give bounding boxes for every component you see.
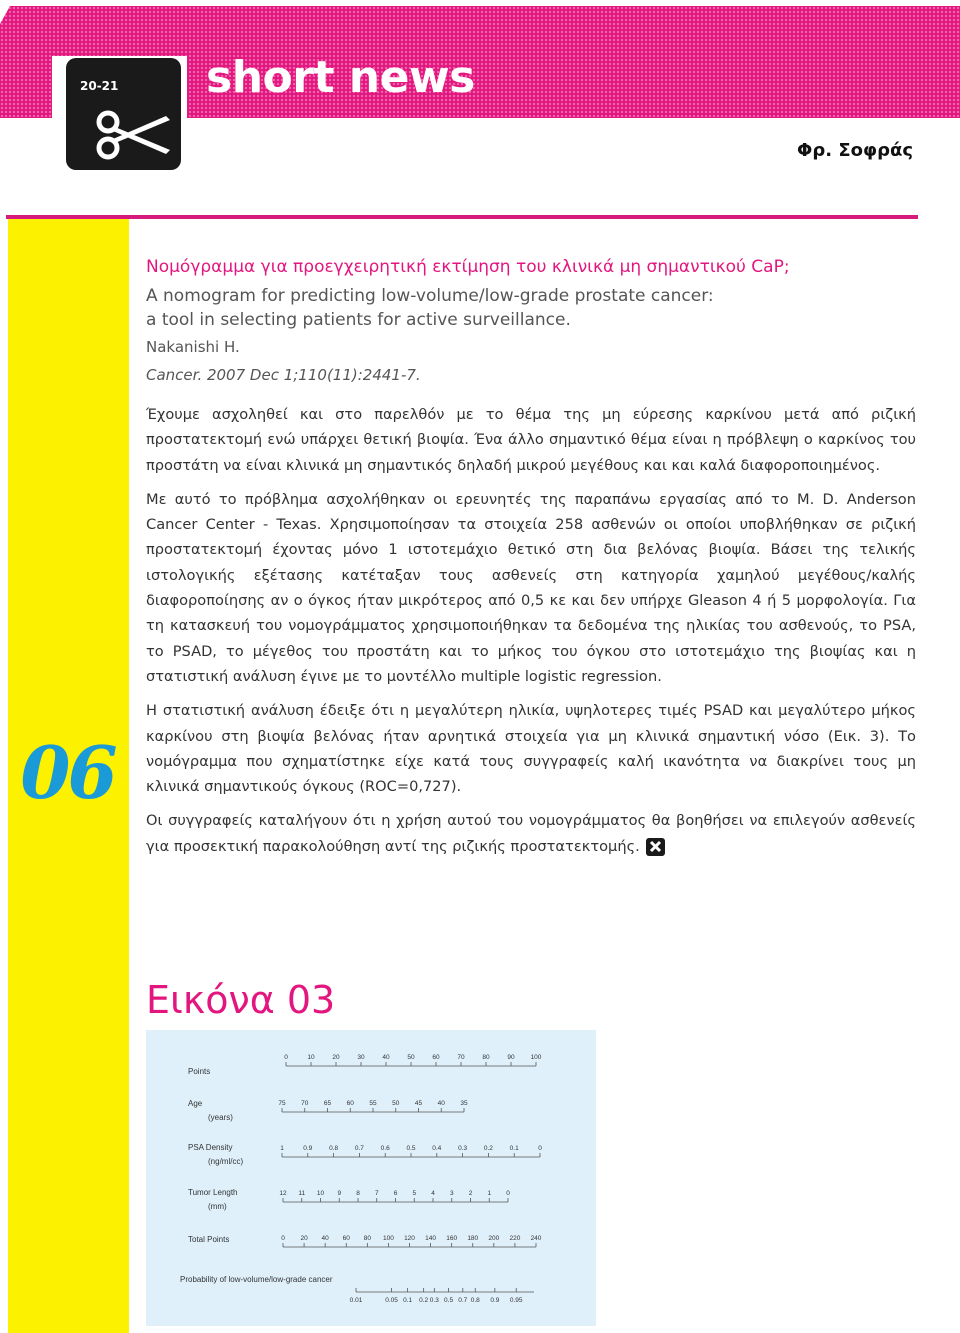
scale-tick-label: 0.01: [349, 1297, 363, 1304]
article-content: [146, 252, 916, 868]
figure-label: Εικόνα 03: [146, 978, 336, 1022]
scale-tick-label: 60: [346, 1100, 354, 1107]
citation-reference: Cancer. 2007 Dec 1;110(11):2441-7.: [146, 366, 421, 384]
scale-tick-label: 0.05: [385, 1297, 398, 1304]
scale-tick-label: 100: [530, 1054, 542, 1061]
scale-tick-label: 70: [457, 1054, 465, 1061]
scale-tick-label: 0.7: [354, 1145, 364, 1152]
english-title-line-1: A nomogram for predicting low-volume/low-grade prostate cancer:: [146, 286, 714, 306]
scale-tick-label: 50: [392, 1100, 400, 1107]
scale-tick-label: 0.9: [303, 1145, 313, 1152]
scale-label-tumor-length: Tumor Length: [188, 1188, 238, 1197]
section-title: short news: [206, 52, 475, 103]
scale-tick-label: 160: [446, 1235, 458, 1242]
scale-tick-label: 12: [279, 1190, 287, 1197]
scale-tick-label: 0.5: [406, 1145, 416, 1152]
scale-tick-label: 0.3: [429, 1297, 439, 1304]
scale-tick-label: 140: [425, 1235, 437, 1242]
scale-tick-label: 3: [449, 1190, 454, 1197]
scale-tick-label: 0.5: [444, 1297, 454, 1304]
scale-tick-label: 9: [337, 1190, 342, 1197]
paragraph-3: Η στατιστική ανάλυση έδειξε ότι η μεγαλύτερη ηλικία, υψηλοτερες τιμές PSAD και μεγαλύτερο μήκος καρκίνου στη βιοψία βελόνας ήταν αρνητικά στοιχεία για μη κλινικά σημαντική νόσο (Εικ. 3). Το νομόγραμμα που σχηματίστηκε είχε κατά τους συγγραφείς καλή ικανότητα να διακρίνει τους μη κλινικά σημαντικούς όγκους (ROC=0,727).: [146, 702, 916, 796]
scale-unit-age: (years): [208, 1113, 233, 1122]
scale-tick-label: 5: [412, 1190, 417, 1197]
scale-tick-label: 65: [323, 1100, 332, 1107]
scale-tick-label: 0.8: [329, 1145, 339, 1152]
page-numbers: 20-21: [80, 79, 119, 93]
scale-tick-label: 6: [393, 1190, 398, 1197]
scale-tick-label: 0.3: [458, 1145, 468, 1152]
scale-tick-label: 45: [414, 1100, 423, 1107]
paragraph-4-text: Οι συγγραφείς καταλήγουν ότι η χρήση αυτού του νομογράμματος θα βοηθήσει να επιλεγούν ασθενείς για προσεκτική παρακολούθηση αντί της ριζικής προστατεκτομής.: [146, 812, 916, 855]
article-author: Φρ. Σοφράς: [797, 140, 913, 161]
scale-tick-label: 0.6: [380, 1145, 390, 1152]
scale-tick-label: 0.4: [432, 1145, 442, 1152]
scale-tick-label: 20: [300, 1235, 308, 1242]
scale-tick-label: 1: [487, 1190, 492, 1197]
scale-tick-label: 90: [507, 1054, 515, 1061]
scale-tick-label: 180: [467, 1235, 479, 1242]
scale-tick-label: 0.95: [509, 1297, 523, 1304]
scale-tick-label: 2: [468, 1190, 473, 1197]
article-title-greek: Νομόγραμμα για προεγχειρητική εκτίμηση του κλινικά μη σημαντικού CaP;: [146, 257, 790, 277]
paragraph-1: Έχουμε ασχοληθεί και στο παρελθόν με το θέμα της μη εύρεσης καρκίνου μετά από ριζική προστατεκτομή ενώ υπάρχει θετική βιοψία. Ένα άλλο σημαντικό θέμα είναι η πρόβλεψη ο καρκίνος του προστάτη να είναι κλινικά μη σημαντικός δηλαδή μικρού μεγέθους και και καλά διαφοροποιημένος.: [146, 406, 916, 474]
header-divider: [6, 215, 918, 219]
scale-label-points: Points: [188, 1067, 211, 1076]
scale-unit-psa-density: (ng/ml/cc): [208, 1157, 244, 1166]
scale-tick-label: 0: [281, 1235, 285, 1242]
paragraph-4: [146, 808, 916, 859]
scale-tick-label: 0.2: [419, 1297, 429, 1304]
scale-tick-label: 8: [356, 1190, 360, 1197]
scale-tick-label: 0.7: [458, 1297, 468, 1304]
scale-tick-label: 80: [482, 1054, 490, 1061]
scale-tick-label: 0.9: [490, 1297, 500, 1304]
scale-tick-label: 80: [363, 1235, 371, 1242]
scale-label-probability: Probability of low-volume/low-grade cancer: [180, 1275, 333, 1284]
article-body: [146, 402, 916, 859]
scale-tick-label: 0.8: [470, 1297, 480, 1304]
scale-tick-label: 50: [407, 1054, 415, 1061]
scale-tick-label: 0.1: [509, 1145, 519, 1152]
scale-tick-label: 0: [284, 1054, 288, 1061]
nomogram-chart: [146, 1030, 596, 1326]
scale-tick-label: 0: [538, 1145, 542, 1152]
scale-tick-label: 1: [280, 1145, 284, 1152]
scale-tick-label: 40: [382, 1054, 390, 1061]
scissors-icon: [96, 110, 172, 160]
end-mark-icon: [646, 838, 665, 856]
scale-tick-label: 10: [316, 1190, 325, 1197]
article-title-english: [146, 284, 916, 332]
scale-tick-label: 0.1: [403, 1297, 413, 1304]
scale-tick-label: 40: [437, 1100, 445, 1107]
scale-tick-label: 60: [432, 1054, 440, 1061]
scale-tick-label: 60: [342, 1235, 350, 1242]
scale-tick-label: 0: [506, 1190, 510, 1197]
scale-tick-label: 240: [530, 1235, 542, 1242]
scale-label-psa-density: PSA Density: [188, 1143, 233, 1152]
scale-tick-label: 120: [404, 1235, 415, 1242]
scale-tick-label: 30: [357, 1054, 365, 1061]
scale-tick-label: 40: [321, 1235, 329, 1242]
scale-label-total-points: Total Points: [188, 1235, 230, 1244]
nomogram-figure: [146, 1030, 596, 1326]
scale-tick-label: 0.2: [483, 1145, 493, 1152]
scale-tick-label: 220: [509, 1235, 521, 1242]
paragraph-2: Με αυτό το πρόβλημα ασχολήθηκαν οι ερευνητές της παραπάνω εργασίας από το M. D. Anderson Cancer Center - Texas. Χρησιμοποίησαν τα στοιχεία 258 ασθενών οι οποίοι υποβλήθηκαν σε ριζική προστατεκτομή έχοντας μόνο 1 ιστοτεμάχιο θετικό στη δια βελόνας βιοψία. Βάσει της τελικής ιστολογικής εξέτασης κατέταξαν τους ασθενείς στη κατηγορία χαμηλού μεγέθους/καλής διαφοροποίησης αν ο όγκος ήταν μικρότερος από 0,5 κε και δεν υπήρχε Gleason 4 ή 5 μορφολογία. Για τη κατασκευή του νομογράμματος χρησιμοποιήθηκαν τα δεδομένα της ηλικίας του ασθενούς, το PSA, το PSAD, το μέγεθος του προστάτη και το μήκος του όγκου στο ιστοτεμάχιο της βιοψίας και η στατιστική ανάλυση έγινε με το μοντέλλο multiple logistic regression.: [146, 490, 916, 685]
scale-tick-label: 4: [431, 1190, 435, 1197]
english-title-line-2: a tool in selecting patients for active surveillance.: [146, 310, 571, 330]
scale-tick-label: 100: [382, 1235, 394, 1242]
scale-tick-label: 70: [301, 1100, 309, 1107]
scale-tick-label: 10: [307, 1054, 315, 1061]
scale-unit-tumor-length: (mm): [208, 1202, 227, 1211]
scale-tick-label: 7: [374, 1190, 379, 1197]
scale-tick-label: 200: [488, 1235, 500, 1242]
scale-tick-label: 35: [460, 1100, 468, 1107]
scale-tick-label: 20: [332, 1054, 340, 1061]
scale-tick-label: 11: [298, 1190, 306, 1197]
scale-label-age: Age: [188, 1099, 203, 1108]
citation-author: Nakanishi H.: [146, 338, 240, 356]
article-number: 06: [20, 730, 115, 815]
scale-tick-label: 75: [278, 1100, 286, 1107]
scale-tick-label: 55: [369, 1100, 377, 1107]
